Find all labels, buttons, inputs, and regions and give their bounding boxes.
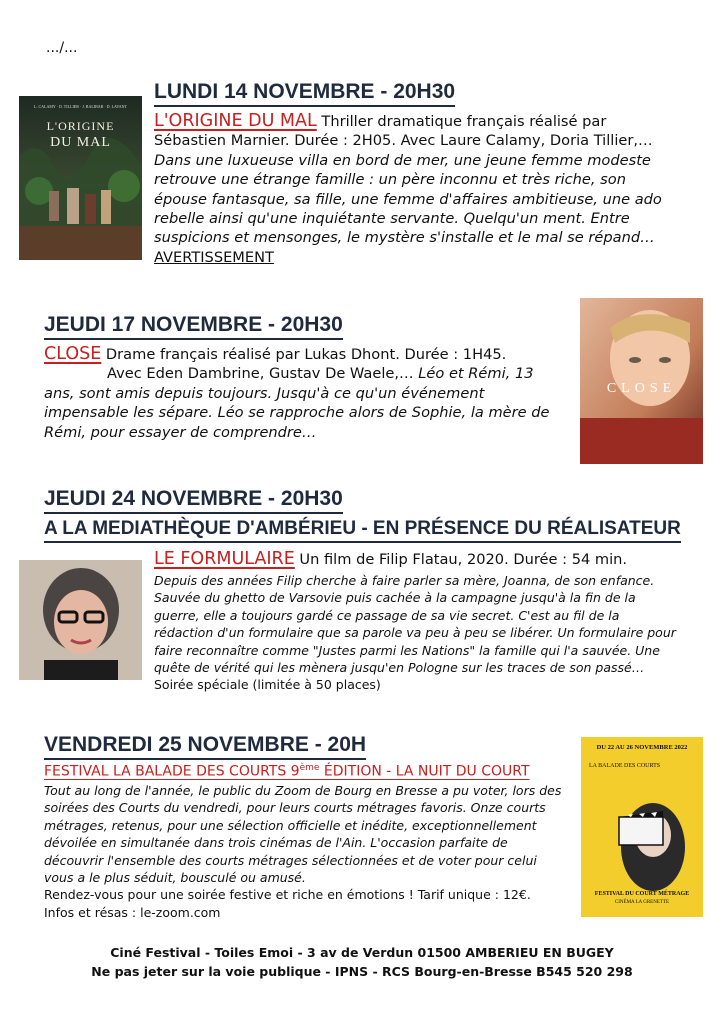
- portrait-image: [19, 560, 142, 680]
- poster-balade-cinema: CINÉMA LA GRENETTE: [614, 900, 670, 905]
- event-3-header-line: [154, 550, 694, 569]
- poster-close: [580, 298, 703, 464]
- event-2-title: CLOSE: [44, 344, 102, 364]
- event-4-title: [44, 763, 530, 780]
- event-3-date-heading: JEUDI 24 NOVEMBRE - 20H30: [44, 487, 343, 514]
- event-1-warning: AVERTISSEMENT: [154, 248, 274, 266]
- poster-balade-dates: DU 22 AU 26 NOVEMBRE 2022: [596, 744, 688, 751]
- svg-text:L'ORIGINE: L'ORIGINE: [46, 119, 115, 133]
- event-4-date-heading: VENDREDI 25 NOVEMBRE - 20H: [44, 733, 366, 760]
- footer-legal: Ne pas jeter sur la voie publique - IPNS - RCS Bourg-en-Bresse B545 520 298: [91, 964, 633, 979]
- poster-balade-image: [581, 737, 703, 917]
- continuation-mark: .../...: [46, 40, 78, 56]
- footer: [0, 943, 724, 981]
- event-4-title-sup: ème: [299, 763, 320, 773]
- event-1-date-heading: LUNDI 14 NOVEMBRE - 20H30: [154, 80, 455, 107]
- photo-le-formulaire: [19, 560, 142, 680]
- event-4-title-b: ÉDITION - LA NUIT DU COURT: [319, 763, 530, 780]
- event-1-info: Thriller dramatique français réalisé par Sébastien Marnier. Durée : 2H05. Avec Laure Calamy, Doria Tillier,…: [154, 113, 653, 150]
- poster-close-image: [580, 298, 703, 464]
- svg-text:DU MAL: DU MAL: [50, 135, 111, 150]
- poster-origine-image: [19, 96, 142, 260]
- event-4-description: [44, 782, 564, 921]
- event-3-synopsis: Depuis des années Filip cherche à faire parler sa mère, Joanna, de son enfance. Sauvée du ghetto de Varsovie puis cachée à la campagne jusqu'à la fin de la guerre, elle a toujours gardé ce passage de sa vie secret. C'est au fil de la rédaction d'un formulaire que sa parole va peu à peu se libérer. Un formulaire pour faire reconnaître comme "Justes parmi les Nations" la famille qui l'a sauvée. Une quête de vérité qui les mènera jusqu'en Pologne sur les traces de son passé…: [154, 573, 676, 676]
- poster-close-title: CLOSE: [606, 381, 677, 396]
- event-1-description: [154, 112, 674, 267]
- event-4-note: Rendez-vous pour une soirée festive et riche en émotions ! Tarif unique : 12€.: [44, 887, 531, 903]
- poster-balade-title: LA BALADE DES COURTS: [589, 763, 661, 769]
- event-2-description: [44, 345, 554, 442]
- event-2-cast: Avec Eden Dambrine, Gustav De Waele,…: [107, 365, 419, 383]
- event-3-title: LE FORMULAIRE: [154, 549, 295, 569]
- event-3-info: Un film de Filip Flatau, 2020. Durée : 54 min.: [294, 551, 628, 568]
- event-3-venue-heading: A LA MEDIATHÈQUE D'AMBÉRIEU - EN PRÉSENCE DU RÉALISATEUR: [44, 518, 681, 543]
- poster-balade-festival: FESTIVAL DU COURT MÉTRAGE: [594, 891, 690, 897]
- event-2-info: Drame français réalisé par Lukas Dhont. Durée : 1H45.: [101, 346, 507, 363]
- event-1-title: L'ORIGINE DU MAL: [154, 111, 317, 131]
- event-3-note: Soirée spéciale (limitée à 50 places): [154, 677, 381, 693]
- footer-address: Ciné Festival - Toiles Emoi - 3 av de Verdun 01500 AMBERIEU EN BUGEY: [110, 945, 614, 960]
- poster-balade-des-courts: [581, 737, 703, 917]
- event-2-synopsis: Léo et Rémi, 13 ans, sont amis depuis toujours. Jusqu'à ce qu'un événement impensable les sépare. Léo se rapproche alors de Sophie, la mère de Rémi, pour essayer de comprendre…: [44, 365, 550, 441]
- svg-text:L. CALAMY · D. TILLIER · J. BA: L. CALAMY · D. TILLIER · J. BALIBAR · D. LAVANT: [34, 104, 127, 109]
- event-1-synopsis: Dans une luxueuse villa en bord de mer, une jeune femme modeste retrouve une étrange famille : un père inconnu et très riche, son épouse fantasque, sa fille, une femme d'affaires ambitieuse, une ado rebelle ainsi qu'une inquiétante servante. Quelqu'un ment. Entre suspicions et mensonges, le mystère s'installe et le mal se répand…: [154, 151, 662, 247]
- event-4-title-a: FESTIVAL LA BALADE DES COURTS 9: [44, 763, 300, 780]
- event-3-description: [154, 572, 682, 694]
- event-4-contact: Infos et résas : le-zoom.com: [44, 904, 221, 920]
- poster-origine-du-mal: [19, 96, 142, 260]
- event-4-synopsis: Tout au long de l'année, le public du Zoom de Bourg en Bresse a pu voter, lors des soirées des Courts du vendredi, pour leurs courts métrages favoris. Onze courts métrages, retenus, pour une sélection officielle et inédite, exceptionnellement dévoilée en simultanée dans trois cinémas de l'Ain. L'occasion parfaite de découvrir l'ensemble des courts métrages sélectionnées et de voter pour celui vous a le plus séduit, bousculé ou amusé.: [44, 783, 562, 886]
- event-2-date-heading: JEUDI 17 NOVEMBRE - 20H30: [44, 313, 343, 340]
